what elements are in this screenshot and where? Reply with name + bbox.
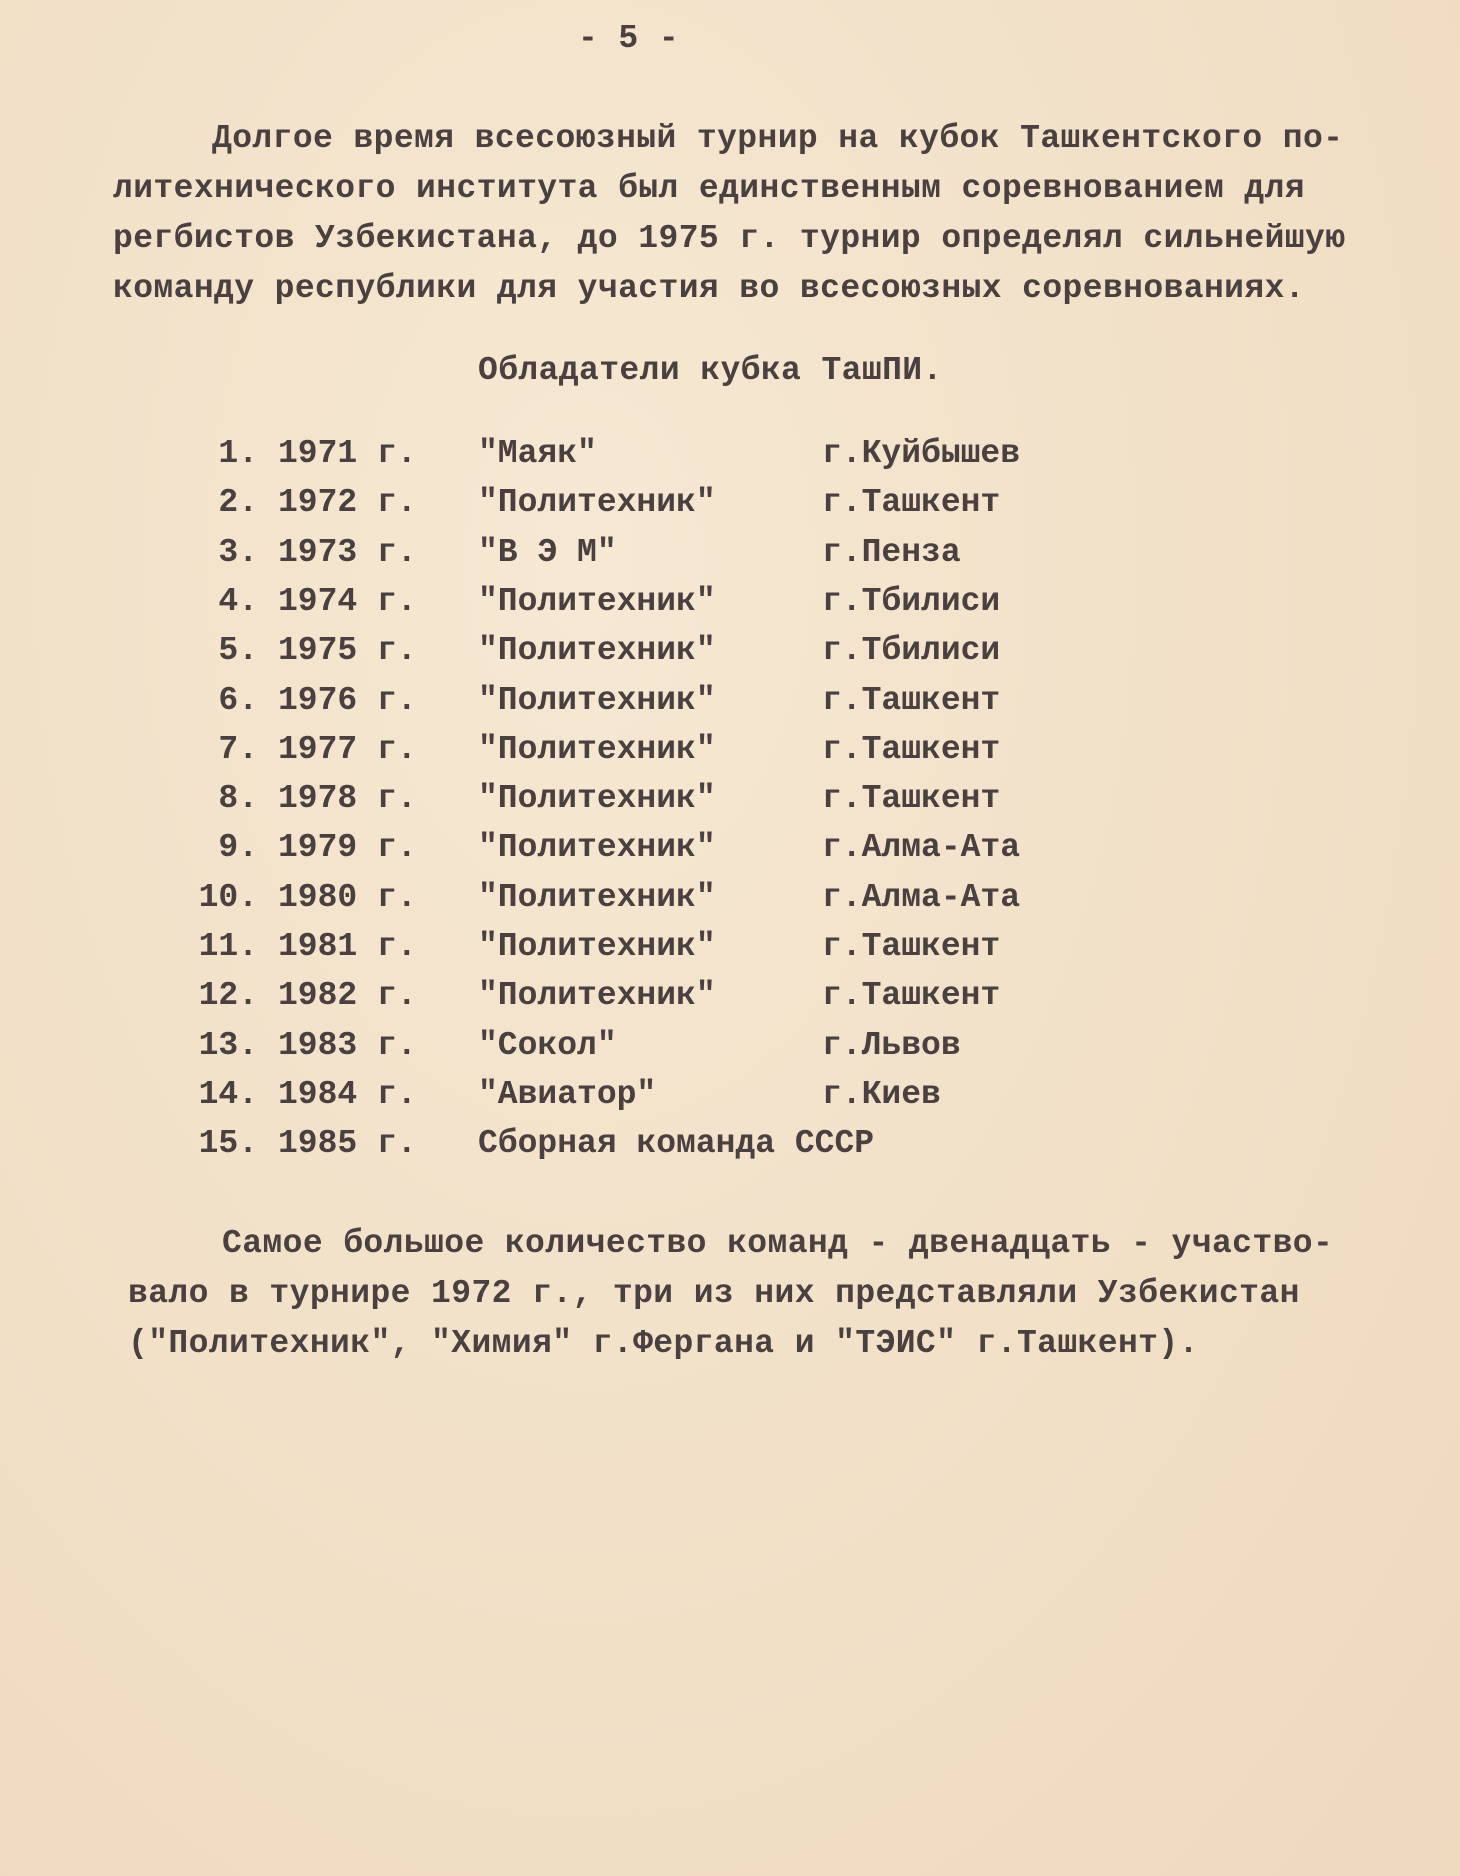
winner-row — [0, 583, 1460, 632]
winner-team: "Политехник" — [478, 977, 716, 1015]
winner-num: 13. — [198, 1026, 258, 1064]
winner-row — [0, 1076, 1460, 1125]
winner-year: 1981 г. — [278, 928, 417, 965]
winner-team: "Политехник" — [478, 681, 716, 719]
winner-team: "Политехник" — [478, 632, 716, 670]
winner-city: г.Пенза — [822, 533, 961, 571]
winner-year: 1984 г. — [278, 1075, 417, 1113]
winner-city: г.Тбилиси — [822, 582, 1001, 620]
winner-team: "Политехник" — [478, 484, 716, 522]
winner-team: "В Э М" — [478, 533, 617, 571]
winner-year: 1983 г. — [278, 1026, 417, 1064]
winner-row — [0, 682, 1460, 731]
winner-year: 1982 г. — [278, 977, 417, 1015]
winner-city: г.Алма-Ата — [822, 829, 1021, 867]
winner-num: 2. — [218, 484, 258, 522]
winner-year: 1971 г. — [278, 435, 417, 472]
winner-row — [0, 484, 1460, 533]
page-number: - 5 - — [578, 20, 680, 57]
winner-num: 9. — [218, 829, 258, 867]
winner-team: "Политехник" — [478, 730, 716, 768]
winner-num: 11. — [198, 928, 258, 965]
winner-team: "Политехник" — [478, 780, 716, 818]
winner-team: "Политехник" — [478, 878, 716, 916]
winner-year: 1972 г. — [278, 484, 417, 522]
winner-city: г.Куйбышев — [822, 435, 1021, 472]
winner-row — [0, 1027, 1460, 1076]
table-title: Обладатели кубка ТашПИ. — [478, 352, 943, 389]
winner-row — [0, 829, 1460, 878]
winner-row — [0, 928, 1460, 977]
winner-city: г.Ташкент — [822, 928, 1001, 965]
winner-team: "Маяк" — [478, 435, 597, 472]
winner-city: г.Ташкент — [822, 681, 1001, 719]
winner-year: 1985 г. — [278, 1125, 417, 1163]
winner-year: 1978 г. — [278, 780, 417, 818]
winner-num: 7. — [218, 730, 258, 768]
intro-line: регбистов Узбекистана, до 1975 г. турнир определял сильнейшую — [113, 220, 1346, 257]
winner-city: г.Тбилиси — [822, 632, 1001, 670]
winner-city: г.Ташкент — [822, 730, 1001, 768]
winner-city: г.Ташкент — [822, 484, 1001, 522]
winner-team: "Сокол" — [478, 1026, 617, 1064]
winner-year: 1975 г. — [278, 632, 417, 670]
winner-row — [0, 977, 1460, 1026]
winner-year: 1977 г. — [278, 730, 417, 768]
winner-year: 1979 г. — [278, 829, 417, 867]
winner-num: 14. — [198, 1075, 258, 1113]
closing-line: вало в турнире 1972 г., три из них представляли Узбекистан — [128, 1275, 1300, 1312]
intro-line: литехнического института был единственным соревнованием для — [113, 170, 1305, 207]
winner-num: 6. — [218, 681, 258, 719]
winner-city: г.Алма-Ата — [822, 878, 1021, 916]
winner-year: 1976 г. — [278, 681, 417, 719]
winner-team: "Политехник" — [478, 582, 716, 620]
winner-team: "Авиатор" — [478, 1075, 657, 1113]
winner-year: 1974 г. — [278, 582, 417, 620]
winner-num: 3. — [218, 533, 258, 571]
closing-line: ("Политехник", "Химия" г.Фергана и "ТЭИС" г.Ташкент). — [128, 1325, 1199, 1362]
winner-num: 12. — [198, 977, 258, 1015]
winner-city: г.Ташкент — [822, 977, 1001, 1015]
winner-num: 8. — [218, 780, 258, 818]
winner-row — [0, 534, 1460, 583]
winner-row — [0, 879, 1460, 928]
intro-line: команду республики для участия во всесоюзных соревнованиях. — [113, 270, 1305, 307]
winner-city: г.Киев — [822, 1075, 941, 1113]
winner-row — [0, 780, 1460, 829]
winner-city: г.Ташкент — [822, 780, 1001, 818]
winner-num: 10. — [198, 878, 258, 916]
winner-year: 1980 г. — [278, 878, 417, 916]
intro-line: Долгое время всесоюзный турнир на кубок Ташкентского по- — [212, 120, 1344, 157]
winner-team: "Политехник" — [478, 928, 716, 965]
winner-team: Сборная команда СССР — [478, 1125, 875, 1163]
winner-num: 1. — [218, 435, 258, 472]
winner-team: "Политехник" — [478, 829, 716, 867]
winner-row — [0, 731, 1460, 780]
winner-num: 4. — [218, 582, 258, 620]
winner-row — [0, 1125, 1460, 1174]
winner-row — [0, 632, 1460, 681]
winner-num: 15. — [198, 1125, 258, 1163]
winner-row — [0, 435, 1460, 484]
winner-year: 1973 г. — [278, 533, 417, 571]
winner-num: 5. — [218, 632, 258, 670]
closing-line: Самое большое количество команд - двенадцать - участво- — [222, 1225, 1334, 1262]
winner-city: г.Львов — [822, 1026, 961, 1064]
